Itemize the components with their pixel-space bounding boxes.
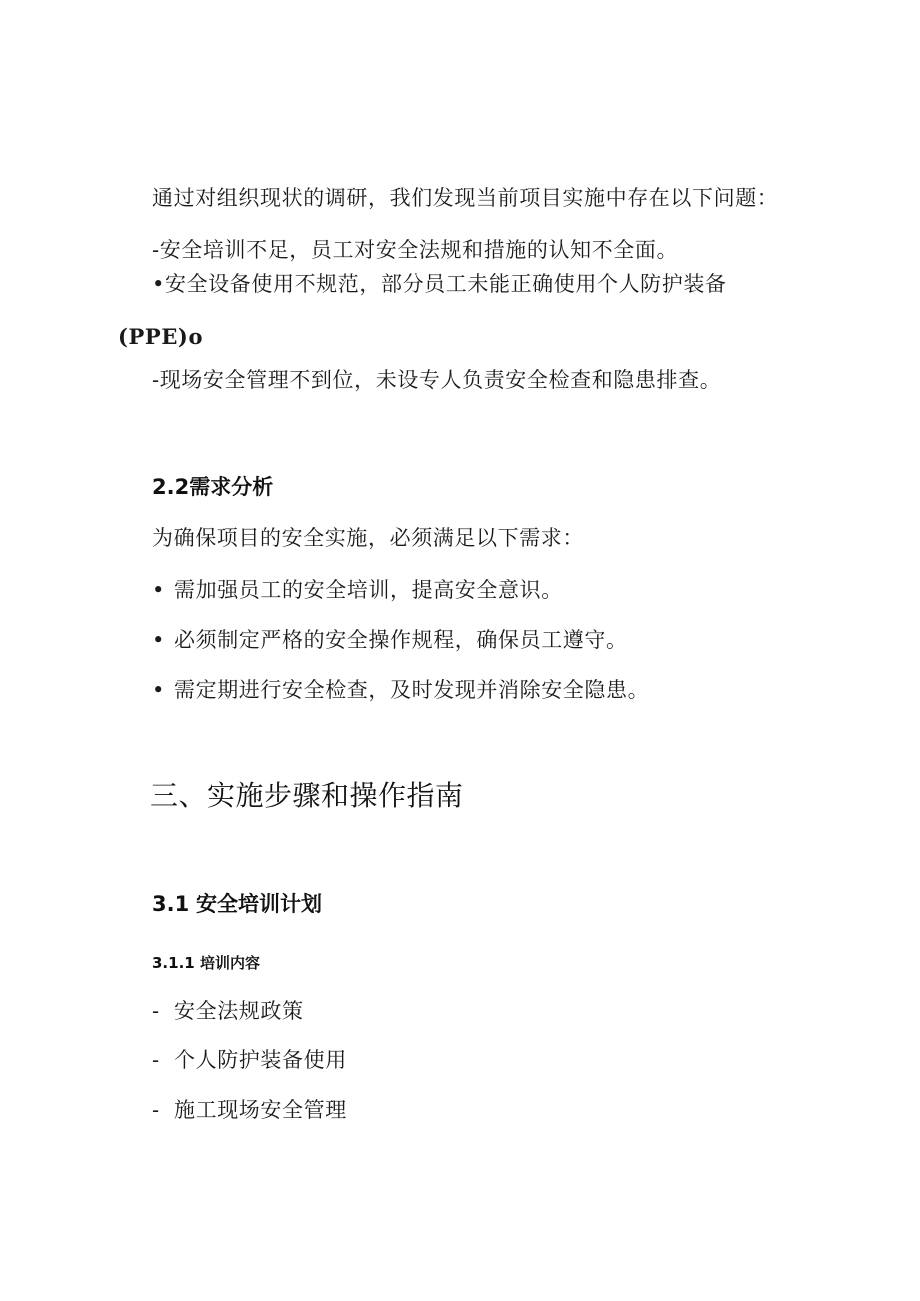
issues-intro: 通过对组织现状的调研，我们发现当前项目实施中存在以下问题：: [152, 186, 779, 210]
section-3-1-number: 3.1: [152, 892, 190, 916]
issue-item-3: -现场安全管理不到位，未设专人负责安全检查和隐患排查。: [152, 368, 722, 392]
section-2-2-intro: 为确保项目的安全实施，必须满足以下需求：: [152, 526, 584, 550]
training-item-3: 施工现场安全管理: [174, 1098, 347, 1122]
section-3-1-title: 安全培训计划: [196, 892, 322, 916]
section-2-2-heading: 2.2需求分析: [152, 475, 274, 499]
training-item-1: 安全法规政策: [174, 999, 304, 1023]
requirement-item-3: 需定期进行安全检查，及时发现并消除安全隐患。: [174, 678, 650, 702]
dash-marker: -: [152, 1048, 160, 1072]
issue-item-2-continuation: (PPE)o: [118, 324, 204, 349]
issue-item-1: -安全培训不足，员工对安全法规和措施的认知不全面。: [152, 238, 679, 262]
bullet-marker: •: [152, 678, 165, 702]
dash-marker: -: [152, 999, 160, 1023]
requirement-item-1: 需加强员工的安全培训，提高安全意识。: [174, 578, 563, 602]
dash-marker: -: [152, 1098, 160, 1122]
issue-item-2: •安全设备使用不规范，部分员工未能正确使用个人防护装备: [152, 272, 727, 296]
section-3-1-1-title: 培训内容: [200, 954, 261, 972]
section-3-1-1-number: 3.1.1: [152, 954, 195, 972]
section-3-heading: 三、实施步骤和操作指南: [150, 779, 464, 812]
bullet-marker: •: [152, 628, 165, 652]
requirement-item-2: 必须制定严格的安全操作规程，确保员工遵守。: [174, 628, 628, 652]
bullet-marker: •: [152, 578, 165, 602]
training-item-2: 个人防护装备使用: [174, 1048, 347, 1072]
